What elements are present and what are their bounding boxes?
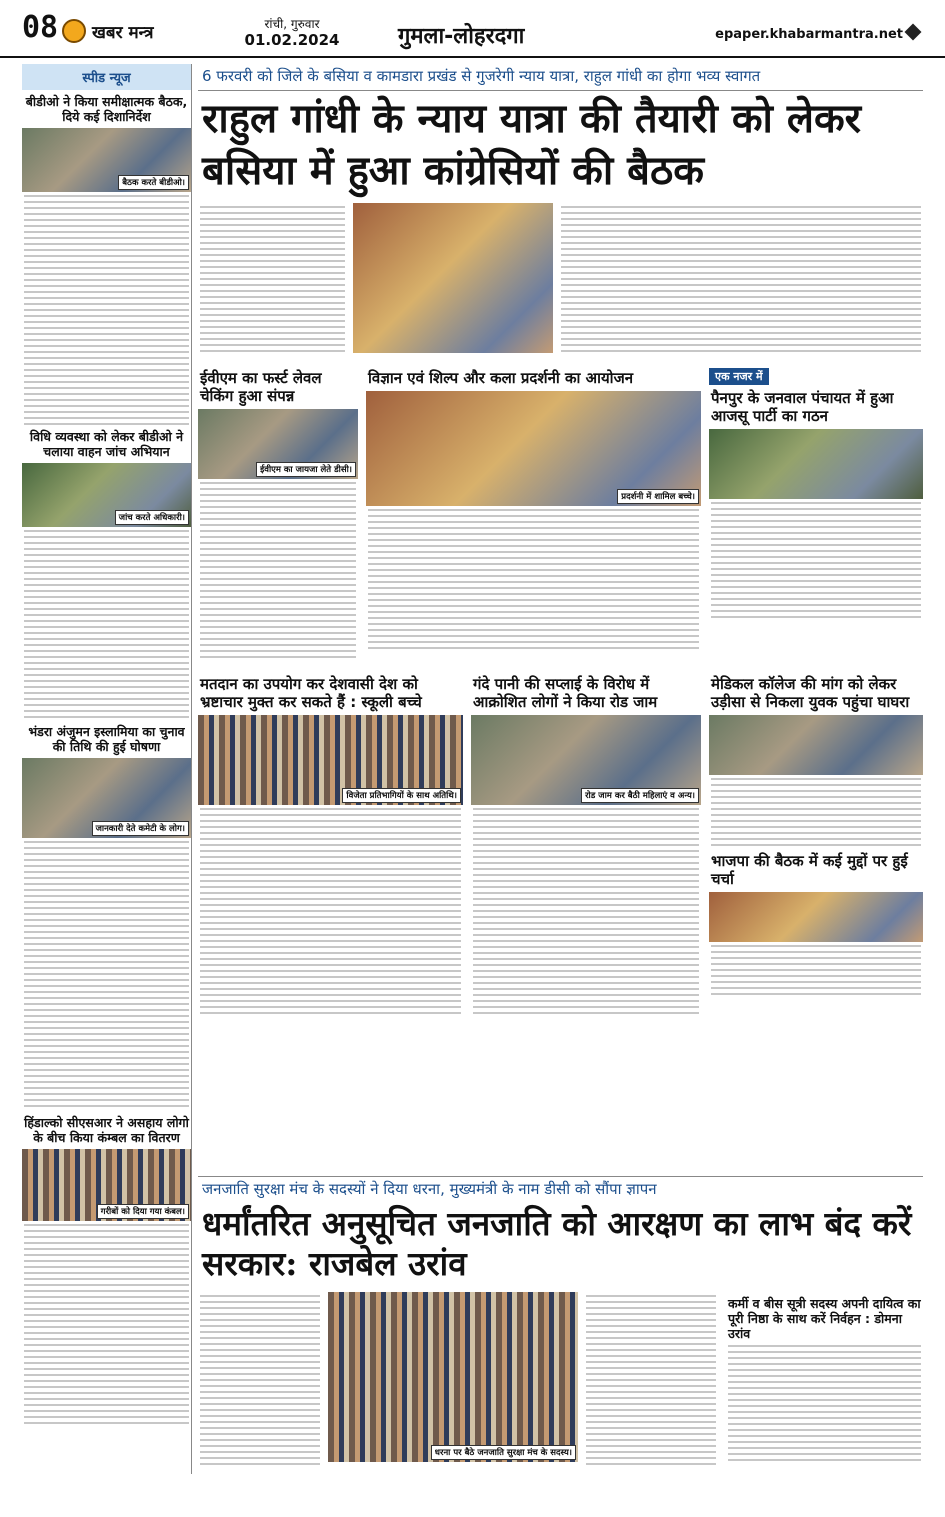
- page-number: 08: [22, 10, 59, 45]
- banner-headline: धर्मांतरित अनुसूचित जनजाति को आरक्षण का लाभ बंद करें सरकार: राजबेल उरांव: [202, 1204, 912, 1283]
- story-title: मेडिकल कॉलेज की मांग को लेकर उड़ीसा से निकला युवक पहुंचा घाघरा: [711, 675, 910, 711]
- brand: [62, 18, 154, 44]
- article-body: [711, 502, 921, 622]
- right-bottom-story: [726, 1292, 923, 1474]
- left-story: [22, 724, 191, 1111]
- photo-caption: प्रदर्शनी में शामिल बच्चे।: [617, 489, 699, 504]
- masthead: [0, 0, 945, 58]
- story-title: पैनपुर के जनवाल पंचायत में हुआ आजसू पार्टी का गठन: [711, 389, 894, 425]
- story-row: [198, 365, 923, 665]
- news-photo: [22, 128, 191, 192]
- news-photo: [22, 463, 191, 527]
- story: [366, 365, 701, 665]
- banner-story: [198, 1292, 718, 1474]
- article-body: [200, 482, 356, 662]
- news-photo: [198, 715, 463, 805]
- article-body: [711, 945, 921, 995]
- news-photo: [471, 715, 701, 805]
- article-body: [200, 808, 461, 1018]
- story-title: गंदे पानी की सप्लाई के विरोध में आक्रोशित लोगों ने किया रोड जाम: [473, 675, 658, 711]
- story-title: भाजपा की बैठक में कई मुद्दों पर हुई चर्चा: [711, 852, 908, 888]
- right-column: [709, 365, 923, 665]
- left-story: [22, 429, 191, 720]
- article-body: [24, 530, 189, 720]
- photo-caption: जानकारी देते कमेटी के लोग।: [92, 821, 189, 836]
- lead-story: [198, 203, 923, 359]
- banner-photo: [328, 1292, 578, 1462]
- news-photo: [709, 715, 923, 775]
- story: [198, 671, 463, 1021]
- left-story-title: बीडीओ ने किया समीक्षात्मक बैठक, दिये कई दिशानिर्देश: [25, 94, 188, 124]
- news-photo: [709, 892, 923, 942]
- news-photo: [198, 409, 358, 479]
- news-photo: [709, 429, 923, 499]
- right-column: [709, 671, 923, 1021]
- lead-headline: राहुल गांधी के न्याय यात्रा की तैयारी को लेकर बसिया में हुआ कांग्रेसियों की बैठक: [202, 96, 862, 194]
- article-body: [24, 1224, 189, 1424]
- article-body: [24, 195, 189, 425]
- photo-caption: ईवीएम का जायजा लेते डीसी।: [256, 462, 356, 477]
- article-body: [728, 1345, 921, 1465]
- date: 01.02.2024: [244, 31, 340, 49]
- lead-photo: [353, 203, 553, 353]
- site-url-text[interactable]: epaper.khabarmantra.net: [715, 27, 903, 42]
- left-story-title: भंडरा अंजुमन इस्लामिया का चुनाव की तिथि की हुई घोषणा: [28, 724, 185, 754]
- story-title: कर्मी व बीस सूत्री सदस्य अपनी दायित्व का पूरी निष्ठा के साथ करें निर्वहन : डोमना उरांव: [728, 1296, 921, 1341]
- left-column: [22, 64, 192, 1474]
- story: [471, 671, 701, 1021]
- article-body: [24, 841, 189, 1111]
- article-body: [711, 778, 921, 848]
- article-body: [586, 1295, 716, 1465]
- brand-logo-icon: [62, 19, 86, 43]
- date-place: रांची, गुरुवार: [264, 17, 320, 31]
- dateline: [232, 16, 352, 48]
- story-title: मतदान का उपयोग कर देशवासी देश को भ्रष्टाचार मुक्त कर सकते हैं : स्कूली बच्चे: [200, 675, 422, 711]
- main-column: [198, 64, 923, 1021]
- left-story: [22, 1115, 191, 1424]
- site-url[interactable]: [715, 26, 919, 42]
- brand-name: खबर मन्त्र: [92, 22, 154, 43]
- photo-caption: धरना पर बैठे जनजाति सुरक्षा मंच के सदस्य।: [431, 1445, 576, 1460]
- left-story: [22, 94, 191, 425]
- section-title: गुमला-लोहरदगा: [398, 24, 525, 49]
- photo-caption: विजेता प्रतिभागियों के साथ अतिथि।: [342, 788, 461, 803]
- cursor-icon: [905, 24, 922, 41]
- article-body: [200, 206, 345, 356]
- left-story-title: हिंडाल्को सीएसआर ने असहाय लोगो के बीच किया कंम्बल का वितरण: [24, 1115, 189, 1145]
- article-body: [473, 808, 699, 1018]
- article-body: [561, 206, 921, 356]
- story: [198, 365, 358, 665]
- news-photo: [22, 1149, 191, 1221]
- story-row: [198, 671, 923, 1021]
- left-story-title: विधि व्यवस्था को लेकर बीडीओ ने चलाया वाहन जांच अभियान: [29, 429, 184, 459]
- speed-news-header: स्पीड न्यूज: [22, 64, 191, 90]
- story-title: विज्ञान एवं शिल्प और कला प्रदर्शनी का आयोजन: [368, 369, 634, 387]
- banner-line: जनजाति सुरक्षा मंच के सदस्यों ने दिया धरना, मुख्यमंत्री के नाम डीसी को सौंपा ज्ञापन: [198, 1176, 923, 1201]
- photo-caption: गरीबों को दिया गया कंबल।: [97, 1204, 189, 1219]
- article-body: [368, 509, 699, 649]
- top-line: 6 फरवरी को जिले के बसिया व कामडारा प्रखंड से गुजरेगी न्याय यात्रा, राहुल गांधी का होगा भव्य स्वागत: [198, 64, 923, 91]
- news-photo: [366, 391, 701, 506]
- story-title: ईवीएम का फर्स्ट लेवल चेकिंग हुआ संपन्न: [200, 369, 322, 405]
- news-photo: [22, 758, 191, 838]
- article-body: [200, 1295, 320, 1465]
- photo-caption: रोड जाम कर बैठी महिलाएं व अन्य।: [581, 788, 699, 803]
- photo-caption: जांच करते अधिकारी।: [115, 510, 189, 525]
- in-brief-kicker: एक नजर में: [709, 368, 769, 385]
- photo-caption: बैठक करते बीडीओ।: [118, 175, 189, 190]
